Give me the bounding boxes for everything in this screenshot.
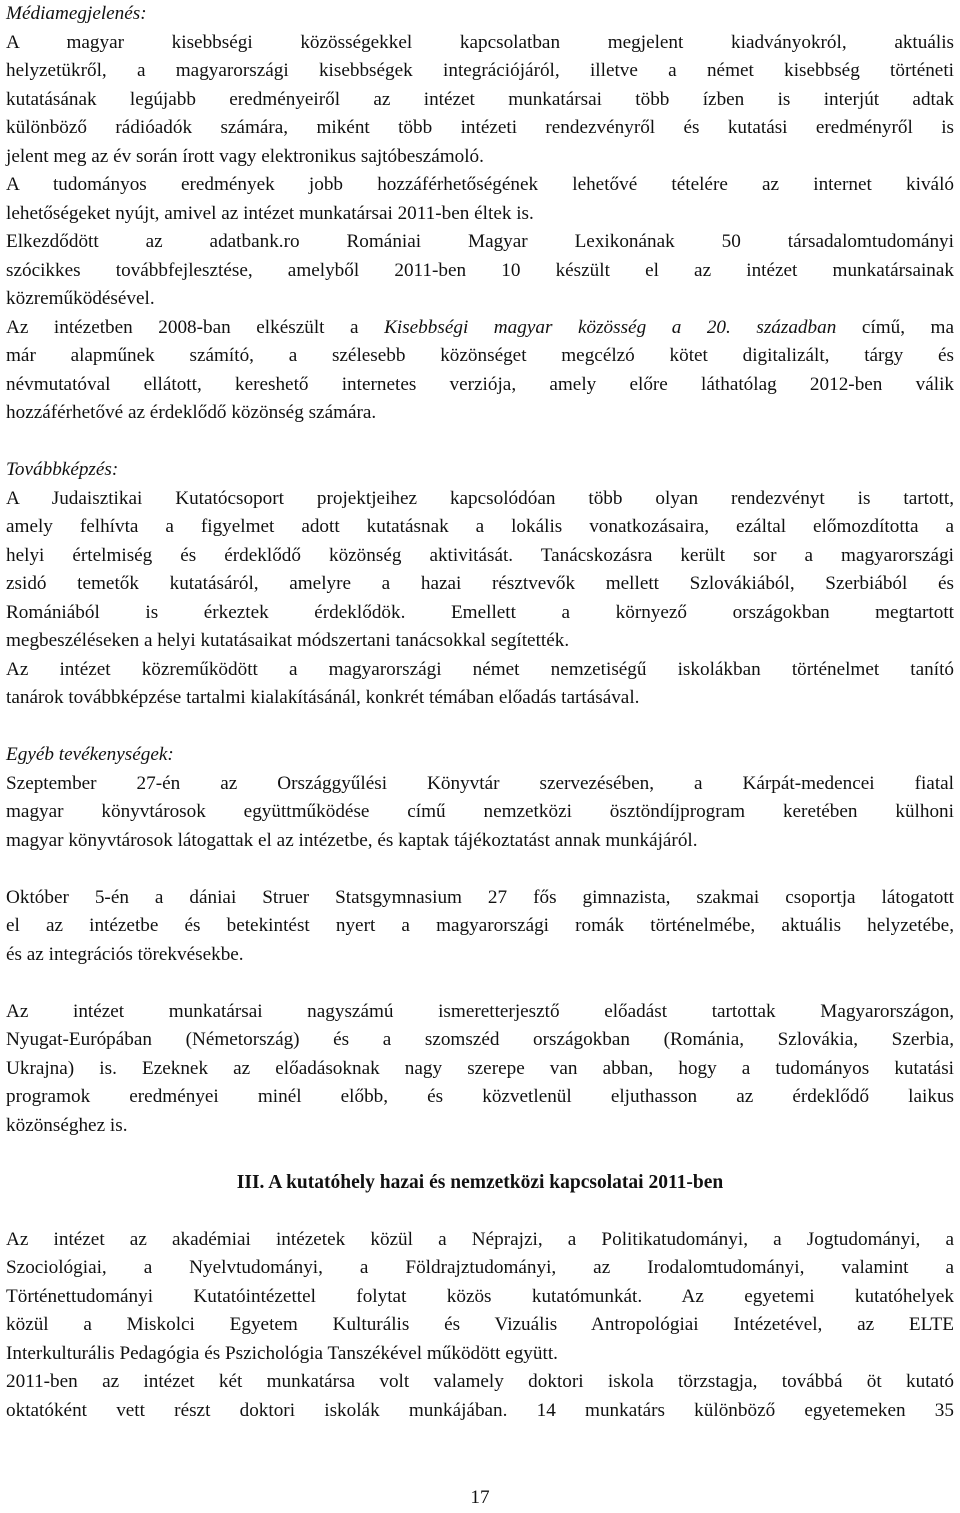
text-fragment: Az intézetben 2008-ban elkészült a — [6, 316, 385, 338]
text-line: különböző rádióadók számára, miként több intézeti rendezvényről és kutatási eredményről is — [6, 117, 954, 138]
text-line: Interkulturális Pedagógia és Pszichológia Tanszékével működött együtt. — [6, 1342, 558, 1364]
text-line: Az intézet az akadémiai intézetek közül a Néprajzi, a Politikatudományi, a Jogtudományi, a — [6, 1228, 954, 1250]
book-title: Kisebbségi magyar közösség a 20. században — [384, 316, 837, 338]
text-line: A magyar kisebbségi közösségekkel kapcsolatban megjelent kiadványokról, aktuális — [6, 31, 954, 53]
text-line: Ukrajna) is. Ezeknek az előadásoknak nagy szerepe van abban, hogy a tudományos kutatási — [6, 1057, 954, 1079]
text-line: programok eredményei minél előbb, és közvetlenül eljuthasson az érdeklődő laikus — [6, 1086, 954, 1107]
text-line: helyi értelmiség és érdeklődő közönség aktivitását. Tanácskozásra került sor a magyarországi — [6, 544, 954, 566]
text-line: zsidó temetők kutatásáról, amelyre a hazai résztvevők mellett Szlovákiából, Szerbiából és — [6, 573, 954, 594]
text-line: 2011-ben az intézet két munkatársa volt valamely doktori iskola törzstagja, továbbá öt kutató — [6, 1371, 954, 1392]
paragraph-gap — [6, 1140, 954, 1169]
text-line: és az integrációs törekvésekbe. — [6, 943, 244, 965]
section-heading-training: Továbbképzés: — [6, 459, 119, 480]
paragraph-gap — [6, 855, 954, 884]
text-line: amely felhívta a figyelmet adott kutatásnak a lokális vonatkozásaira, ezáltal előmozdította a — [6, 516, 954, 537]
text-line: Szociológiai, a Nyelvtudományi, a Földrajztudományi, az Irodalomtudományi, valamint a — [6, 1257, 954, 1278]
text-line: kutatásának legújabb eredményeiről az intézet munkatársai több ízben is interjút adtak — [6, 88, 954, 110]
text-line: jelent meg az év során írott vagy elektronikus sajtóbeszámoló. — [6, 145, 484, 167]
chapter-title: III. A kutatóhely hazai és nemzetközi kapcsolatai 2011-ben — [236, 1171, 724, 1193]
text-line: már alapműnek számító, a szélesebb közönséget megcélzó kötet digitalizált, tárgy és — [6, 345, 954, 366]
text-line: Nyugat-Európában (Németország) és a szomszéd országokban (Románia, Szlovákia, Szerbia, — [6, 1029, 954, 1050]
page-number: 17 — [470, 1487, 490, 1508]
paragraph-gap — [6, 969, 954, 998]
text-line: oktatóként vett részt doktori iskolák munkájában. 14 munkatárs különböző egyetemeken 35 — [6, 1399, 954, 1421]
text-line: magyar könyvtárosok együttműködése című nemzetközi ösztöndíjprogram keretében külhoni — [6, 801, 954, 822]
text-line: Az intézet közreműködött a magyarországi német nemzetiségű iskolákban történelmet tanító — [6, 658, 954, 680]
text-line: Az intézet munkatársai nagyszámú ismeretterjesztő előadást tartottak Magyarországon, — [6, 1000, 954, 1022]
text-line: Történettudományi Kutatóintézettel folytat közös kutatómunkát. Az egyetemi kutatóhelyek — [6, 1285, 954, 1307]
text-line: hozzáférhetővé az érdeklődő közönség számára. — [6, 402, 377, 423]
text-line: tanárok továbbképzése tartalmi kialakításánál, konkrét témában előadás tartásával. — [6, 687, 640, 708]
text-line: szócikkes továbbfejlesztése, amelyből 2011-ben 10 készült el az intézet munkatársainak — [6, 259, 954, 281]
text-line: Szeptember 27-én az Országgyűlési Könyvtár szervezésében, a Kárpát-medencei fiatal — [6, 772, 954, 794]
text-line: közül a Miskolci Egyetem Kulturális és Vizuális Antropológiai Intézetével, az ELTE — [6, 1314, 954, 1335]
text-line: helyzetükről, a magyarországi kisebbségek integrációjáról, illetve a német kisebbség történeti — [6, 60, 954, 81]
text-line: Október 5-én a dániai Struer Statsgymnasium 27 fős gimnazista, szakmai csoportja látogatott — [6, 886, 954, 908]
text-line: megbeszéléseken a helyi kutatásaikat módszertani tanácsokkal segítették. — [6, 630, 570, 651]
text-line: közönséghez is. — [6, 1114, 128, 1136]
text-line: névmutatóval ellátott, kereshető internetes verziója, amely előre láthatólag 2012-ben válik — [6, 373, 954, 395]
text-line: A Judaisztikai Kutatócsoport projektjeihez kapcsolódóan több olyan rendezvényt is tartott, — [6, 487, 954, 509]
paragraph-gap — [6, 428, 954, 457]
text-line: A tudományos eredmények jobb hozzáférhetőségének lehetővé tételére az internet kiváló — [6, 174, 954, 195]
section-heading-media: Médiamegjelenés: — [6, 3, 147, 24]
text-line: Romániából is érkeztek érdeklődök. Emellett a környező országokban megtartott — [6, 601, 954, 623]
text-line: Elkezdődött az adatbank.ro Romániai Magyar Lexikonának 50 társadalomtudományi — [6, 231, 954, 252]
text-fragment: című, ma — [836, 316, 954, 338]
text-line: közreműködésével. — [6, 288, 155, 309]
paragraph-gap — [6, 713, 954, 742]
text-line-with-book-title — [6, 314, 954, 343]
text-line: lehetőségeket nyújt, amivel az intézet munkatársai 2011-ben éltek is. — [6, 202, 534, 224]
text-line: el az intézetbe és betekintést nyert a magyarországi romák történelmébe, aktuális helyzetébe, — [6, 915, 954, 936]
section-heading-other: Egyéb tevékenységek: — [6, 744, 174, 765]
document-page — [6, 0, 954, 1425]
paragraph-gap — [6, 1197, 954, 1226]
text-line: magyar könyvtárosok látogattak el az intézetbe, és kaptak tájékoztatást annak munkájáról. — [6, 829, 698, 851]
